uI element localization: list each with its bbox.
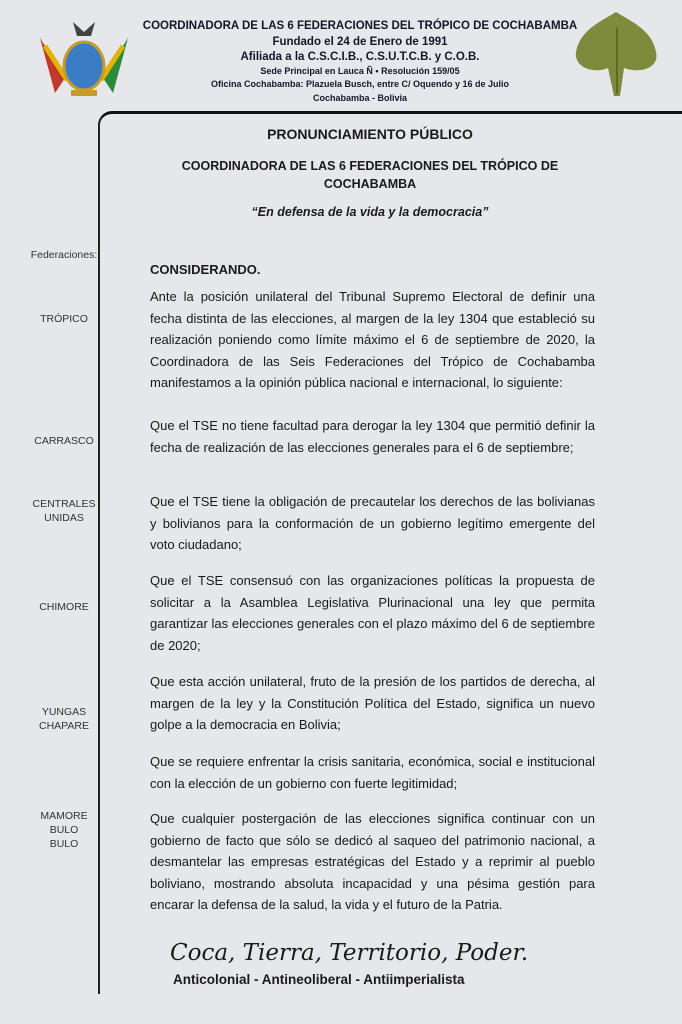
bolivia-coat-of-arms-logo bbox=[35, 18, 133, 102]
paragraph: Que se requiere enfrentar la crisis sanitaria, económica, social e institucional con la elección de un gobierno con fuerte legitimidad; bbox=[150, 754, 595, 791]
office-address: Oficina Cochabamba: Plazuela Busch, entre C/ Oquendo y 16 de Julio bbox=[210, 79, 510, 89]
federation-mamore-bulo-bulo: MAMORE BULO BULO bbox=[40, 810, 88, 850]
org-name: COORDINADORA DE LAS 6 FEDERACIONES DEL TRÓPICO DE COCHABAMBA bbox=[142, 20, 578, 32]
affiliation: Afiliada a la C.S.C.I.B., C.S.U.T.C.B. y C.O.B. bbox=[240, 51, 480, 63]
federation-yungas-chapare: YUNGAS CHAPARE bbox=[39, 706, 89, 732]
paragraph: Que el TSE consensuó con las organizaciones políticas la propuesta de solicitar a la Asamblea Legislativa Plurinacional una ley que permita garantizar las elecciones generales con el plazo máximo del 6 de septiembre de 2020; bbox=[150, 573, 595, 653]
slogan-subtitle: Anticolonial - Antineoliberal - Antiimperialista bbox=[173, 972, 465, 987]
document-motto: “En defensa de la vida y la democracia” bbox=[251, 205, 489, 219]
considerando-heading: CONSIDERANDO. bbox=[150, 262, 261, 277]
city: Cochabamba - Bolivia bbox=[312, 93, 408, 103]
headquarters: Sede Principal en Lauca Ñ • Resolución 159/05 bbox=[260, 66, 460, 76]
paragraph: Que esta acción unilateral, fruto de la presión de los partidos de derecha, al margen de la ley y la Constitución Política del Estado, significa un nuevo golpe a la democracia en Bolivia; bbox=[150, 674, 595, 732]
founded-date: Fundado el 24 de Enero de 1991 bbox=[272, 36, 448, 48]
paragraph: Que cualquier postergación de las elecciones significa continuar con un gobierno de facto que sólo se dedicó al saqueo del patrimonio nacional, a desmantelar las empresas estratégicas del Estado y a reprimir al pueblo boliviano, mostrando absoluta incapacidad y una pésima gestión para encarar la defensa de la salud, la vida y el futuro de la Patria. bbox=[150, 811, 595, 912]
federation-tropico: TRÓPICO bbox=[40, 313, 88, 325]
federation-chimore: CHIMORE bbox=[39, 601, 89, 613]
slogan: Coca, Tierra, Territorio, Poder. bbox=[170, 940, 529, 966]
document-title: PRONUNCIAMIENTO PÚBLICO bbox=[267, 126, 473, 142]
paragraph: Ante la posición unilateral del Tribunal Supremo Electoral de definir una fecha distinta de las elecciones, al margen de la ley 1304 que estableció su realización poniendo como límite máximo el 6 de septiembre de 2020, la Coordinadora de las Seis Federaciones del Trópico de Cochabamba manifestamos a la opinión pública nacional e internacional, lo siguiente: bbox=[150, 289, 595, 390]
sidebar-label: Federaciones: bbox=[30, 249, 98, 261]
paragraph: Que el TSE tiene la obligación de precautelar los derechos de las bolivianas y bolivianos para la conformación de un gobierno legítimo emergente del voto ciudadano; bbox=[150, 494, 595, 552]
federation-carrasco: CARRASCO bbox=[34, 435, 94, 447]
document-subtitle: COORDINADORA DE LAS 6 FEDERACIONES DEL TRÓPICO DE COCHABAMBA bbox=[181, 159, 559, 191]
coca-leaf-logo bbox=[570, 8, 662, 98]
federation-centrales-unidas: CENTRALES UNIDAS bbox=[32, 498, 96, 524]
paragraph: Que el TSE no tiene facultad para derogar la ley 1304 que permitió definir la fecha de realización de las elecciones generales para el 6 de septiembre; bbox=[150, 418, 595, 455]
